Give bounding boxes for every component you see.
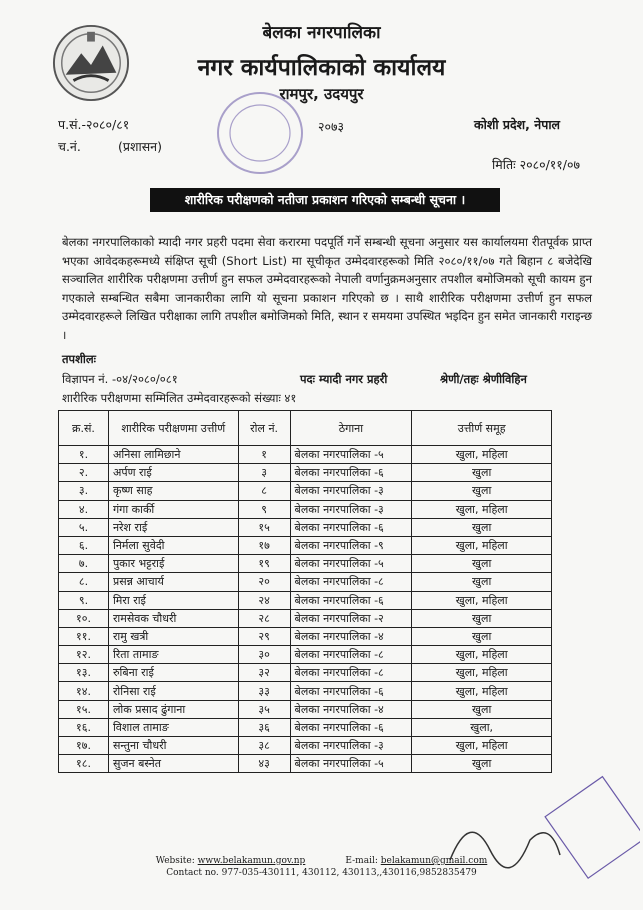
cell-serial: १५. [59, 700, 109, 718]
cell-address: बेलका नगरपालिका -६ [290, 518, 412, 536]
cell-roll: १ [238, 446, 290, 464]
cell-address: बेलका नगरपालिका -९ [290, 536, 412, 554]
cell-address: बेलका नगरपालिका -८ [290, 573, 412, 591]
cell-group: खुला [412, 627, 552, 645]
cell-serial: १६. [59, 718, 109, 736]
cell-name: मिरा राई [108, 591, 238, 609]
cell-roll: ४३ [238, 755, 290, 773]
cell-name: सुजन बस्नेत [108, 755, 238, 773]
cell-name: निर्मला सुवेदी [108, 536, 238, 554]
table-row [59, 464, 552, 482]
cell-group: खुला, महिला [412, 500, 552, 518]
advertisement-number: विज्ञापन नं. -०४/२०८०/०८१ [62, 372, 178, 386]
cell-group: खुला, महिला [412, 646, 552, 664]
cell-roll: १७ [238, 536, 290, 554]
cell-address: बेलका नगरपालिका -४ [290, 627, 412, 645]
cell-name: गंगा कार्की [108, 500, 238, 518]
cell-roll: ९ [238, 500, 290, 518]
details-label: तपशीलः [62, 352, 97, 366]
cell-roll: ३५ [238, 700, 290, 718]
category-level: श्रेणी/तहः श्रेणीविहिन [440, 372, 527, 386]
table-row [59, 482, 552, 500]
cell-address: बेलका नगरपालिका -६ [290, 718, 412, 736]
cell-roll: २८ [238, 609, 290, 627]
cell-address: बेलका नगरपालिका -३ [290, 737, 412, 755]
cell-serial: ७. [59, 555, 109, 573]
cell-address: बेलका नगरपालिका -४ [290, 700, 412, 718]
cell-address: बेलका नगरपालिका -५ [290, 555, 412, 573]
cell-address: बेलका नगरपालिका -३ [290, 482, 412, 500]
email-link[interactable]: belakamun@gmail.com [380, 856, 488, 866]
table-row [59, 446, 552, 464]
cell-name: रिता तामाङ [108, 646, 238, 664]
header-name: शारीरिक परीक्षणमा उत्तीर्ण [108, 411, 238, 446]
cell-roll: ३८ [238, 737, 290, 755]
table-row [59, 500, 552, 518]
cell-address: बेलका नगरपालिका -५ [290, 446, 412, 464]
cell-name: अनिसा लामिछाने [108, 446, 238, 464]
header-serial: क्र.सं. [59, 411, 109, 446]
email-label: E-mail: [345, 856, 378, 866]
header-group: उत्तीर्ण समूह [412, 411, 552, 446]
cell-group: खुला, महिला [412, 664, 552, 682]
table-row [59, 737, 552, 755]
cell-roll: २४ [238, 591, 290, 609]
cell-address: बेलका नगरपालिका -५ [290, 755, 412, 773]
cell-serial: ११. [59, 627, 109, 645]
office-stamp-icon [215, 90, 305, 176]
cell-roll: १५ [238, 518, 290, 536]
table-row [59, 700, 552, 718]
cell-group: खुला [412, 518, 552, 536]
notice-date: मितिः २०८०/११/०७ [492, 157, 580, 172]
cell-serial: १७. [59, 737, 109, 755]
cell-serial: २. [59, 464, 109, 482]
table-row [59, 646, 552, 664]
table-row [59, 591, 552, 609]
candidate-count: शारीरिक परीक्षणमा सम्मिलित उम्मेदवारहरूको संख्याः ४१ [62, 391, 297, 405]
cell-name: प्रसन्न आचार्य [108, 573, 238, 591]
table-row [59, 555, 552, 573]
cell-name: विशाल तामाङ [108, 718, 238, 736]
cell-serial: ५. [59, 518, 109, 536]
table-row [59, 682, 552, 700]
cell-address: बेलका नगरपालिका -२ [290, 609, 412, 627]
cell-serial: ४. [59, 500, 109, 518]
established-year: २०७३ [318, 119, 345, 134]
cell-serial: ८. [59, 573, 109, 591]
cell-group: खुला, महिला [412, 591, 552, 609]
cell-group: खुला [412, 573, 552, 591]
cell-group: खुला, [412, 718, 552, 736]
cell-name: पुकार भट्टराई [108, 555, 238, 573]
cell-group: खुला [412, 555, 552, 573]
table-row [59, 518, 552, 536]
cell-serial: ३. [59, 482, 109, 500]
table-row [59, 536, 552, 554]
cell-serial: १. [59, 446, 109, 464]
cell-serial: १८. [59, 755, 109, 773]
cell-address: बेलका नगरपालिका -८ [290, 646, 412, 664]
dispatch-number-label: च.नं. [58, 139, 81, 154]
website-link[interactable]: www.belakamun.gov.np [197, 856, 306, 866]
cell-roll: ३२ [238, 664, 290, 682]
cell-name: रुबिना राई [108, 664, 238, 682]
cell-roll: ३ [238, 464, 290, 482]
cell-name: कृष्ण साह [108, 482, 238, 500]
footer-web [0, 856, 643, 866]
cell-address: बेलका नगरपालिका -३ [290, 500, 412, 518]
table-row [59, 609, 552, 627]
cell-roll: २९ [238, 627, 290, 645]
table-row [59, 664, 552, 682]
cell-roll: ३० [238, 646, 290, 664]
cell-name: नरेश राई [108, 518, 238, 536]
dispatch-department: (प्रशासन) [118, 139, 162, 154]
cell-serial: १०. [59, 609, 109, 627]
cell-name: सन्तुना चौधरी [108, 737, 238, 755]
header-address: ठेगाना [290, 411, 412, 446]
cell-serial: १४. [59, 682, 109, 700]
notice-body: बेलका नगरपालिकाको म्यादी नगर प्रहरी पदमा सेवा करारमा पदपूर्ति गर्ने सम्बन्धी सूचना अनुसार यस कार्यालयमा रीतपूर्वक प्राप्त भएका आवेदकहरूमध्ये संक्षिप्त सूची (Short List) मा सूचीकृत उम्मेदवारहरूको मिति २०८०/११/०७ गते बिहान ८ बजेदेखि सञ्चालित शारीरिक परीक्षणमा उत्तीर्ण हुन सफल उम्मेदवारहरूको नेपाली वर्णानुक्रमअनुसार तपशील बमोजिमको सूची कायम हुन गएकाले सम्बन्धित सबैमा जानकारीका लागि यो सूचना प्रकाशन गरिएको छ । साथै शारीरिक परीक्षणमा उत्तीर्ण हुन सफल उम्मेदवारहरूले लिखित परीक्षाका लागि तपशील बमोजिमको मिति, स्थान र समयमा उपस्थित भइदिन हुन समेत जानकारी गराइन्छ । [62, 235, 592, 342]
cell-address: बेलका नगरपालिका -८ [290, 664, 412, 682]
post-name: पदः म्यादी नगर प्रहरी [300, 372, 388, 386]
table-row [59, 718, 552, 736]
website-label: Website: [155, 856, 195, 866]
municipality-name: बेलका नगरपालिका [262, 23, 381, 43]
cell-serial: १२. [59, 646, 109, 664]
cell-group: खुला, महिला [412, 446, 552, 464]
cell-group: खुला [412, 464, 552, 482]
province-name: कोशी प्रदेश, नेपाल [474, 117, 561, 132]
cell-name: अर्पण राई [108, 464, 238, 482]
cell-group: खुला, महिला [412, 682, 552, 700]
table-row [59, 573, 552, 591]
results-table [58, 410, 552, 773]
cell-serial: ९. [59, 591, 109, 609]
reference-number: प.सं.-२०८०/८१ [58, 117, 130, 132]
cell-roll: ३६ [238, 718, 290, 736]
cell-roll: १९ [238, 555, 290, 573]
cell-group: खुला, महिला [412, 737, 552, 755]
cell-group: खुला [412, 609, 552, 627]
cell-name: लोक प्रसाद ढुंगाना [108, 700, 238, 718]
table-row [59, 627, 552, 645]
cell-serial: १३. [59, 664, 109, 682]
cell-address: बेलका नगरपालिका -६ [290, 591, 412, 609]
table-header-row [59, 411, 552, 446]
cell-address: बेलका नगरपालिका -६ [290, 464, 412, 482]
cell-address: बेलका नगरपालिका -६ [290, 682, 412, 700]
office-name: नगर कार्यपालिकाको कार्यालय [197, 55, 446, 81]
cell-group: खुला [412, 482, 552, 500]
cell-name: रामु खत्री [108, 627, 238, 645]
notice-title: शारीरिक परीक्षणको नतीजा प्रकाशन गरिएको सम्बन्धी सूचना । [150, 188, 500, 212]
cell-roll: २० [238, 573, 290, 591]
cell-name: रामसेवक चौधरी [108, 609, 238, 627]
cell-roll: ३३ [238, 682, 290, 700]
cell-roll: ८ [238, 482, 290, 500]
cell-name: रोनिसा राई [108, 682, 238, 700]
cell-group: खुला [412, 755, 552, 773]
header-roll: रोल नं. [238, 411, 290, 446]
cell-group: खुला, महिला [412, 536, 552, 554]
office-address: रामपुर, उदयपुर [279, 85, 364, 103]
cell-group: खुला [412, 700, 552, 718]
footer-contact: Contact no. 977-035-430111, 430112, 430113,,430116,9852835479 [166, 868, 477, 878]
cell-serial: ६. [59, 536, 109, 554]
